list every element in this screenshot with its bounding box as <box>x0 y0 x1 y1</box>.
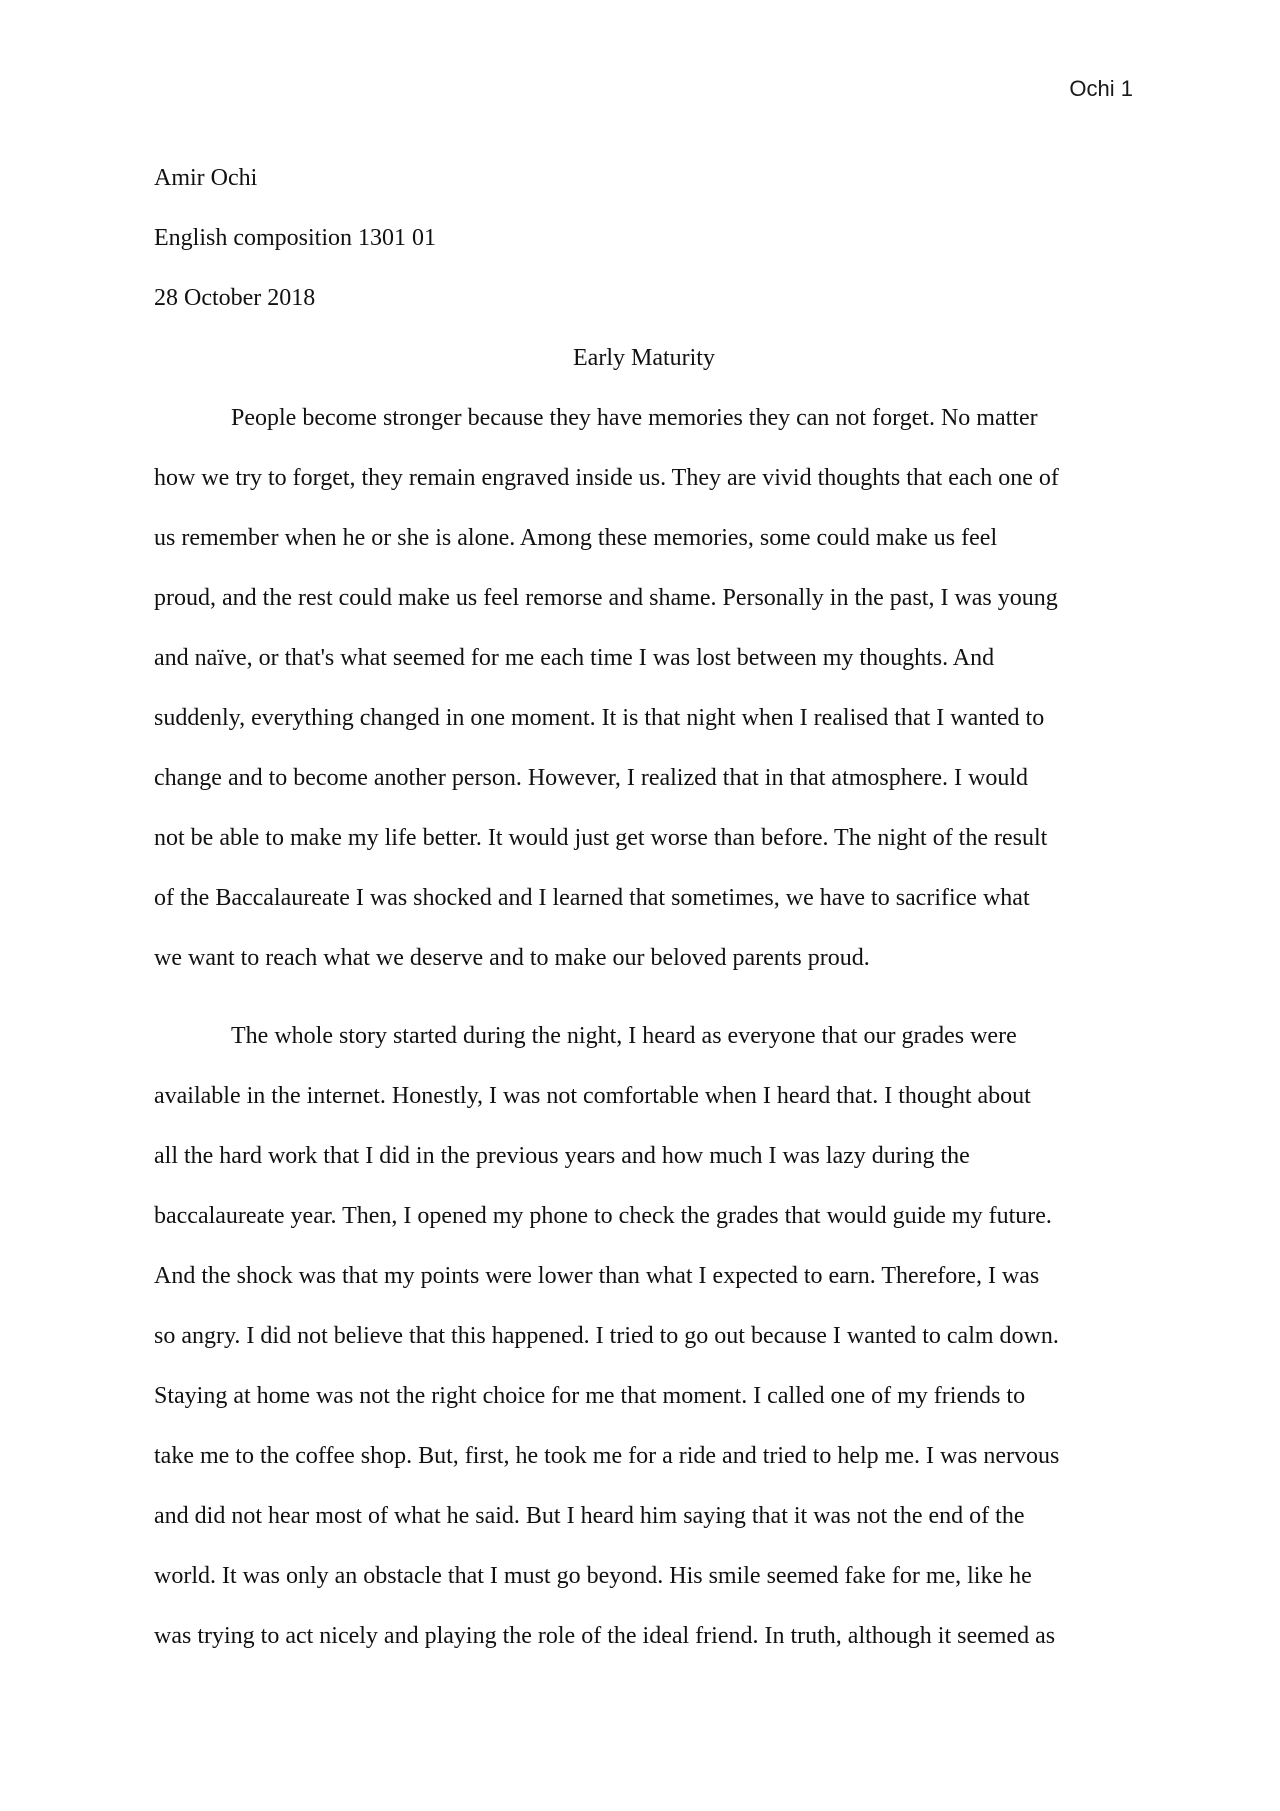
text-line: how we try to forget, they remain engraved inside us. They are vivid thoughts that each one of <box>154 465 1059 491</box>
text-line: suddenly, everything changed in one moment. It is that night when I realised that I wanted to <box>154 705 1045 731</box>
text-line: available in the internet. Honestly, I was not comfortable when I heard that. I thought about <box>154 1083 1031 1109</box>
text-line: change and to become another person. However, I realized that in that atmosphere. I would <box>154 765 1029 791</box>
text-line: all the hard work that I did in the previous years and how much I was lazy during the <box>154 1143 970 1169</box>
document-date: 28 October 2018 <box>154 285 316 311</box>
text-line: The whole story started during the night, I heard as everyone that our grades were <box>231 1023 1017 1049</box>
paragraph-2 <box>154 1006 1134 1666</box>
text-line: was trying to act nicely and playing the role of the ideal friend. In truth, although it seemed as <box>154 1623 1056 1649</box>
text-line: baccalaureate year. Then, I opened my phone to check the grades that would guide my future. <box>154 1203 1052 1229</box>
text-line: proud, and the rest could make us feel remorse and shame. Personally in the past, I was young <box>154 585 1058 611</box>
text-line: and did not hear most of what he said. But I heard him saying that it was not the end of the <box>154 1503 1025 1529</box>
page-header <box>1069 76 1133 102</box>
text-line: People become stronger because they have memories they can not forget. No matter <box>231 405 1038 431</box>
document-body <box>154 148 1134 1684</box>
page-number: Ochi 1 <box>1069 76 1133 101</box>
document-title: Early Maturity <box>573 345 715 371</box>
text-line: of the Baccalaureate I was shocked and I learned that sometimes, we have to sacrifice what <box>154 885 1030 911</box>
paragraph-1 <box>154 388 1134 988</box>
text-line: And the shock was that my points were lower than what I expected to earn. Therefore, I was <box>154 1263 1040 1289</box>
text-line: world. It was only an obstacle that I must go beyond. His smile seemed fake for me, like he <box>154 1563 1032 1589</box>
text-line: us remember when he or she is alone. Among these memories, some could make us feel <box>154 525 998 551</box>
course-name: English composition 1301 01 <box>154 225 436 251</box>
text-line: take me to the coffee shop. But, first, he took me for a ride and tried to help me. I was nervous <box>154 1443 1060 1469</box>
text-line: Staying at home was not the right choice for me that moment. I called one of my friends to <box>154 1383 1026 1409</box>
author-name: Amir Ochi <box>154 165 258 191</box>
text-line: not be able to make my life better. It would just get worse than before. The night of the result <box>154 825 1048 851</box>
text-line: and naïve, or that's what seemed for me each time I was lost between my thoughts. And <box>154 645 995 671</box>
text-line: we want to reach what we deserve and to make our beloved parents proud. <box>154 945 870 971</box>
text-line: so angry. I did not believe that this happened. I tried to go out because I wanted to calm down. <box>154 1323 1059 1349</box>
